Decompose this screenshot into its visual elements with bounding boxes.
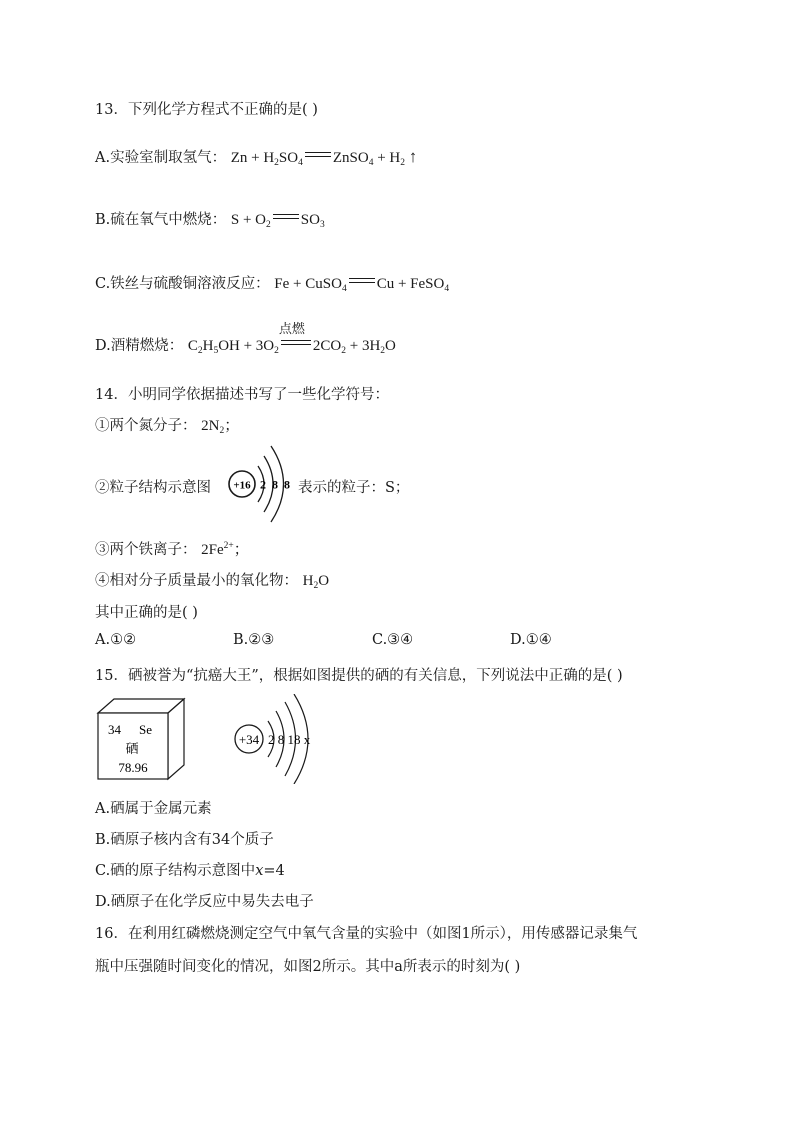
q14-option-a[interactable]: A.①②	[95, 632, 137, 648]
q14-option-b[interactable]: B.②③	[233, 632, 275, 648]
q13-equation-a: $Zn + H_2SO_4$ ZnSO$_4$ + $H_2$ ↑	[230, 147, 418, 168]
q14-option-d[interactable]: D.①④	[510, 632, 552, 648]
se-nucleus-label: +34	[238, 732, 260, 747]
q14-item-4	[95, 569, 329, 591]
reaction-condition: 点燃	[278, 322, 305, 337]
s-shell-1: 2	[260, 477, 266, 492]
q15-stem: 15．硒被誉为“抗癌大王”，根据如图提供的硒的有关信息，下列说法中正确的是( )	[95, 668, 623, 684]
se-atomic-mass: 78.96	[118, 760, 148, 775]
q14-item-2-suffix: 表示的粒子：S；	[298, 480, 410, 496]
se-shell-labels: 2 8 18 x	[268, 732, 311, 747]
q13-option-d[interactable]	[95, 322, 396, 356]
q14-stem: 14．小明同学依据描述书写了一些化学符号：	[95, 387, 389, 403]
gas-arrow-icon: ↑	[408, 147, 418, 166]
q14-item-4-formula: $H_2O$	[302, 573, 330, 591]
q13-equation-b: $S + O_2$ $SO_3$	[230, 212, 325, 230]
q14-option-c[interactable]: C.③④	[372, 632, 414, 648]
q14-item-1-formula: $2N_2$；	[201, 418, 240, 436]
q15-option-c[interactable]	[95, 859, 285, 880]
q15-option-d[interactable]: D.硒原子在化学反应中易失去电子	[95, 894, 314, 910]
q14-question: 其中正确的是( )	[95, 605, 198, 621]
q13-option-a-label: A.实验室制取氢气：	[95, 150, 227, 166]
sulfur-ion-structure-diagram	[226, 444, 306, 524]
q13-equation-c: Fe + CuSO$_4$ Cu + FeSO$_4$	[274, 276, 450, 294]
q14-item-1	[95, 414, 239, 436]
q15-option-c-prefix: C.硒的原子结构示意图中	[95, 863, 256, 879]
q13-stem: 13．下列化学方程式不正确的是( )	[95, 102, 318, 118]
q13-option-b[interactable]	[95, 208, 325, 230]
se-symbol: Se	[139, 722, 152, 737]
q15-option-c-suffix: =4	[263, 863, 285, 879]
q14-item-3	[95, 538, 249, 559]
se-name: 硒	[125, 741, 139, 756]
s-nucleus-label: +16	[233, 479, 251, 492]
q13-option-a[interactable]	[95, 146, 417, 168]
q15-option-b[interactable]: B.硒原子核内含有34个质子	[95, 832, 274, 848]
q14-item-2-prefix: ②粒子结构示意图	[95, 480, 211, 496]
q16-stem-line-2: 瓶中压强随时间变化的情况，如图2所示。其中a所表示的时刻为( )	[95, 959, 521, 975]
selenium-element-card	[96, 697, 188, 781]
q13-option-b-label: B.硫在氧气中燃烧：	[95, 212, 227, 228]
q15-option-a[interactable]: A.硒属于金属元素	[95, 801, 212, 817]
se-atomic-number: 34	[108, 722, 121, 737]
q13-option-d-label: D.酒精燃烧：	[95, 338, 184, 354]
q14-item-1-label: ①两个氮分子：	[95, 418, 197, 434]
q14-item-3-formula: $2Fe^{2+}$；	[201, 541, 249, 558]
q13-option-c[interactable]	[95, 272, 449, 294]
q13-option-c-label: C.铁丝与硫酸铜溶液反应：	[95, 276, 270, 292]
q13-equation-d: $C_2H_5OH + 3O_2$ 点燃 $2CO_2 + 3H_2O$	[188, 338, 396, 354]
selenium-atom-structure-diagram	[230, 694, 330, 784]
s-shell-3: 8	[284, 477, 290, 492]
q14-item-3-label: ③两个铁离子：	[95, 542, 197, 558]
s-shell-2: 8	[272, 477, 278, 492]
q15-option-c-var: x	[255, 863, 264, 879]
q16-stem-line-1: 16．在利用红磷燃烧测定空气中氧气含量的实验中（如图1所示），用传感器记录集气	[95, 926, 638, 942]
q14-item-4-label: ④相对分子质量最小的氧化物：	[95, 573, 298, 589]
q14-item-2	[95, 476, 211, 497]
